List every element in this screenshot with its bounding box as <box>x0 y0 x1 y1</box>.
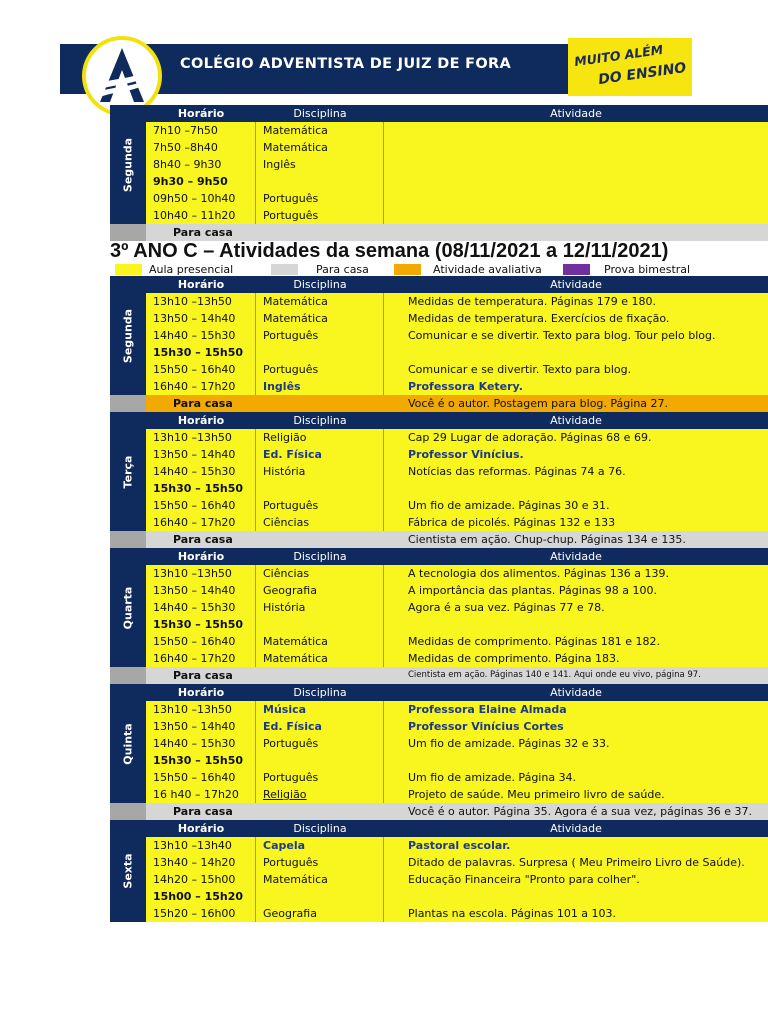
homework-marker <box>110 803 146 820</box>
time-cell: 15h30 – 15h50 <box>146 752 256 769</box>
table-row <box>146 735 768 752</box>
table-header-row <box>146 684 768 701</box>
subject-cell: Português <box>256 327 384 344</box>
time-cell: 13h10 –13h50 <box>146 293 256 310</box>
subject-cell: Música <box>256 701 384 718</box>
table-row <box>146 582 768 599</box>
day-label-cell <box>110 548 146 667</box>
subject-cell: Ciências <box>256 514 384 531</box>
activity-cell: Plantas na escola. Páginas 101 a 103. <box>408 907 617 920</box>
slogan-badge <box>568 38 692 96</box>
subject-header: Disciplina <box>293 414 347 427</box>
activity-cell <box>384 156 768 173</box>
subject-cell: Inglês <box>256 156 384 173</box>
homework-row <box>146 531 768 548</box>
subject-cell: Inglês <box>256 378 384 395</box>
table-row <box>146 429 768 446</box>
subject-cell: Português <box>256 735 384 752</box>
time-cell: 16 h40 – 17h20 <box>146 786 256 803</box>
day-label-cell <box>110 412 146 531</box>
day-label-cell <box>110 276 146 395</box>
day-label: Quarta <box>121 586 135 629</box>
activity-cell: Educação Financeira "Pronto para colher". <box>408 873 640 886</box>
subject-header: Disciplina <box>293 686 347 699</box>
subject-cell: Matemática <box>256 310 384 327</box>
slogan-line-1: MUITO ALÉM <box>573 41 664 70</box>
activity-cell: Um fio de amizade. Páginas 32 e 33. <box>408 737 610 750</box>
legend-label: Prova bimestral <box>604 263 691 276</box>
table-row <box>146 871 768 888</box>
activity-cell: Ditado de palavras. Surpresa ( Meu Primeiro Livro de Saúde). <box>408 856 745 869</box>
time-cell: 16h40 – 17h20 <box>146 378 256 395</box>
time-cell: 14h40 – 15h30 <box>146 327 256 344</box>
subject-header: Disciplina <box>293 278 347 291</box>
subject-cell: Português <box>256 207 384 224</box>
table-row <box>146 905 768 922</box>
time-cell: 15h50 – 16h40 <box>146 769 256 786</box>
table-row <box>146 293 768 310</box>
activity-cell <box>384 207 768 224</box>
activity-cell <box>384 122 768 139</box>
day-schedule-table <box>110 548 768 684</box>
subject-cell <box>256 344 384 361</box>
subject-cell: História <box>256 599 384 616</box>
break-row <box>146 752 768 769</box>
time-cell: 13h10 –13h50 <box>146 701 256 718</box>
activity-cell: Pastoral escolar. <box>408 839 511 852</box>
day-label-cell <box>110 105 146 224</box>
subject-cell: Matemática <box>256 633 384 650</box>
subject-cell: Matemática <box>256 650 384 667</box>
subject-header: Disciplina <box>293 107 347 120</box>
legend-label: Para casa <box>316 263 369 276</box>
break-row <box>146 480 768 497</box>
day-schedule-table <box>110 684 768 820</box>
adventist-a-logo-icon <box>82 36 162 116</box>
time-header: Horário <box>177 107 225 120</box>
school-banner <box>60 36 692 116</box>
activity-header: Atividade <box>550 107 602 120</box>
legend-swatch-avaliativa <box>394 264 421 275</box>
activity-cell: Medidas de comprimento. Páginas 181 e 182. <box>408 635 660 648</box>
subject-cell <box>256 616 384 633</box>
table-row <box>146 786 768 803</box>
activity-cell: Professora Elaine Almada <box>408 703 567 716</box>
day-label: Segunda <box>121 308 135 363</box>
subject-cell <box>256 480 384 497</box>
page-title: 3º ANO C – Atividades da semana (08/11/2021 a 12/11/2021) <box>110 240 669 262</box>
activity-cell <box>384 616 768 633</box>
table-row <box>146 837 768 854</box>
subject-cell: Português <box>256 854 384 871</box>
time-cell: 13h50 – 14h40 <box>146 446 256 463</box>
homework-label: Para casa <box>173 533 233 546</box>
legend-label: Atividade avaliativa <box>433 263 542 276</box>
activity-cell: Professora Ketery. <box>408 380 523 393</box>
time-cell: 13h50 – 14h40 <box>146 310 256 327</box>
activity-cell: Comunicar e se divertir. Texto para blog. <box>408 363 632 376</box>
homework-cell <box>384 224 768 241</box>
homework-cell: Cientista em ação. Páginas 140 e 141. Aqui onde eu vivo, página 97. <box>408 670 701 680</box>
activity-header: Atividade <box>550 822 602 835</box>
time-cell: 8h40 – 9h30 <box>146 156 256 173</box>
subject-cell: Capela <box>256 837 384 854</box>
time-header: Horário <box>177 278 225 291</box>
legend-swatch-para-casa <box>271 264 298 275</box>
legend-swatch-presencial <box>115 264 142 275</box>
activity-cell <box>384 173 768 190</box>
legend-label: Aula presencial <box>149 263 234 276</box>
activity-cell <box>384 752 768 769</box>
time-cell: 13h40 – 14h20 <box>146 854 256 871</box>
table-row <box>146 446 768 463</box>
homework-marker <box>110 531 146 548</box>
day-label: Terça <box>121 455 135 488</box>
subject-cell: Religião <box>256 429 384 446</box>
time-cell: 14h20 – 15h00 <box>146 871 256 888</box>
table-header-row <box>146 412 768 429</box>
time-cell: 13h10 –13h50 <box>146 429 256 446</box>
subject-cell: Português <box>256 769 384 786</box>
table-header-row <box>146 105 768 122</box>
table-row <box>146 190 768 207</box>
table-row <box>146 599 768 616</box>
time-cell: 16h40 – 17h20 <box>146 514 256 531</box>
subject-cell: Geografia <box>256 582 384 599</box>
subject-cell: Religião <box>256 786 384 803</box>
subject-cell: Matemática <box>256 293 384 310</box>
time-cell: 13h10 –13h50 <box>146 565 256 582</box>
time-cell: 15h50 – 16h40 <box>146 361 256 378</box>
day-label-cell <box>110 820 146 922</box>
homework-row <box>146 395 768 412</box>
subject-cell: Matemática <box>256 139 384 156</box>
table-row <box>146 378 768 395</box>
time-cell: 9h30 – 9h50 <box>146 173 256 190</box>
day-label-cell <box>110 684 146 803</box>
homework-label: Para casa <box>173 397 233 410</box>
time-cell: 15h30 – 15h50 <box>146 344 256 361</box>
homework-label: Para casa <box>173 669 233 682</box>
table-row <box>146 718 768 735</box>
subject-header: Disciplina <box>293 822 347 835</box>
table-row <box>146 327 768 344</box>
activity-cell: A importância das plantas. Páginas 98 a 100. <box>408 584 657 597</box>
day-label: Sexta <box>121 853 135 889</box>
subject-cell: Português <box>256 361 384 378</box>
activity-cell <box>384 190 768 207</box>
subject-cell: História <box>256 463 384 480</box>
time-cell: 15h50 – 16h40 <box>146 497 256 514</box>
subject-cell: Português <box>256 497 384 514</box>
homework-row <box>146 803 768 820</box>
activity-header: Atividade <box>550 550 602 563</box>
subject-cell <box>256 888 384 905</box>
homework-row <box>146 224 768 241</box>
activity-cell <box>384 344 768 361</box>
table-row <box>146 650 768 667</box>
time-cell: 09h50 – 10h40 <box>146 190 256 207</box>
table-row <box>146 565 768 582</box>
table-row <box>146 156 768 173</box>
time-header: Horário <box>177 686 225 699</box>
activity-cell: Notícias das reformas. Páginas 74 a 76. <box>408 465 626 478</box>
homework-label: Para casa <box>173 226 233 239</box>
time-cell: 15h30 – 15h50 <box>146 616 256 633</box>
time-cell: 13h10 –13h40 <box>146 837 256 854</box>
day-schedule-table <box>110 412 768 548</box>
subject-cell: Ed. Física <box>256 446 384 463</box>
activity-cell: Medidas de temperatura. Exercícios de fixação. <box>408 312 670 325</box>
day-label: Segunda <box>121 137 135 192</box>
activity-cell: Um fio de amizade. Páginas 30 e 31. <box>408 499 610 512</box>
activity-cell: Um fio de amizade. Página 34. <box>408 771 577 784</box>
homework-cell: Você é o autor. Postagem para blog. Página 27. <box>408 397 669 410</box>
subject-cell: Português <box>256 190 384 207</box>
activity-cell: Comunicar e se divertir. Texto para blog. Tour pelo blog. <box>408 329 716 342</box>
time-cell: 7h10 –7h50 <box>146 122 256 139</box>
table-row <box>146 854 768 871</box>
school-name: COLÉGIO ADVENTISTA DE JUIZ DE FORA <box>180 56 511 72</box>
homework-marker <box>110 224 146 241</box>
activity-cell: Projeto de saúde. Meu primeiro livro de saúde. <box>408 788 665 801</box>
homework-label: Para casa <box>173 805 233 818</box>
table-row <box>146 463 768 480</box>
time-header: Horário <box>177 550 225 563</box>
time-cell: 14h40 – 15h30 <box>146 735 256 752</box>
table-row <box>146 310 768 327</box>
time-cell: 15h20 – 16h00 <box>146 905 256 922</box>
table-row <box>146 139 768 156</box>
activity-header: Atividade <box>550 278 602 291</box>
time-cell: 10h40 – 11h20 <box>146 207 256 224</box>
table-row <box>146 633 768 650</box>
table-row <box>146 207 768 224</box>
time-cell: 13h50 – 14h40 <box>146 718 256 735</box>
morning-schedule-table <box>110 105 768 241</box>
activity-header: Atividade <box>550 686 602 699</box>
day-schedule-table <box>110 820 768 922</box>
subject-header: Disciplina <box>293 550 347 563</box>
day-label: Quinta <box>121 722 135 765</box>
activity-cell: A tecnologia dos alimentos. Páginas 136 a 139. <box>408 567 670 580</box>
activity-cell: Medidas de comprimento. Página 183. <box>408 652 620 665</box>
slogan-line-2: DO ENSINO <box>597 59 688 89</box>
table-row <box>146 769 768 786</box>
homework-marker <box>110 395 146 412</box>
table-header-row <box>146 276 768 293</box>
subject-cell <box>256 752 384 769</box>
table-row <box>146 497 768 514</box>
activity-cell <box>384 139 768 156</box>
activity-cell <box>384 888 768 905</box>
table-header-row <box>146 548 768 565</box>
subject-cell: Matemática <box>256 871 384 888</box>
activity-cell: Medidas de temperatura. Páginas 179 e 180. <box>408 295 656 308</box>
table-header-row <box>146 820 768 837</box>
time-header: Horário <box>177 414 225 427</box>
time-cell: 15h50 – 16h40 <box>146 633 256 650</box>
time-cell: 7h50 –8h40 <box>146 139 256 156</box>
subject-cell: Matemática <box>256 122 384 139</box>
homework-cell: Cientista em ação. Chup-chup. Páginas 134 e 135. <box>408 533 686 546</box>
break-row <box>146 173 768 190</box>
time-cell: 16h40 – 17h20 <box>146 650 256 667</box>
homework-marker <box>110 667 146 684</box>
time-cell: 14h40 – 15h30 <box>146 599 256 616</box>
subject-cell: Geografia <box>256 905 384 922</box>
subject-cell: Ciências <box>256 565 384 582</box>
time-cell: 15h30 – 15h50 <box>146 480 256 497</box>
time-cell: 15h00 – 15h20 <box>146 888 256 905</box>
subject-cell: Ed. Física <box>256 718 384 735</box>
subject-cell <box>256 173 384 190</box>
table-row <box>146 701 768 718</box>
day-schedule-table <box>110 276 768 412</box>
activity-cell: Agora é a sua vez. Páginas 77 e 78. <box>408 601 605 614</box>
table-row <box>146 514 768 531</box>
table-row <box>146 122 768 139</box>
activity-cell: Professor Vinícius. <box>408 448 524 461</box>
break-row <box>146 344 768 361</box>
time-header: Horário <box>177 822 225 835</box>
table-row <box>146 361 768 378</box>
activity-cell: Professor Vinícius Cortes <box>408 720 564 733</box>
homework-row <box>146 667 768 684</box>
break-row <box>146 616 768 633</box>
activity-cell <box>384 480 768 497</box>
activity-cell: Fábrica de picolés. Páginas 132 e 133 <box>408 516 616 529</box>
homework-cell: Você é o autor. Página 35. Agora é a sua vez, páginas 36 e 37. <box>408 805 753 818</box>
activity-cell: Cap 29 Lugar de adoração. Páginas 68 e 69. <box>408 431 652 444</box>
break-row <box>146 888 768 905</box>
time-cell: 14h40 – 15h30 <box>146 463 256 480</box>
legend-swatch-prova <box>563 264 590 275</box>
activity-header: Atividade <box>550 414 602 427</box>
time-cell: 13h50 – 14h40 <box>146 582 256 599</box>
